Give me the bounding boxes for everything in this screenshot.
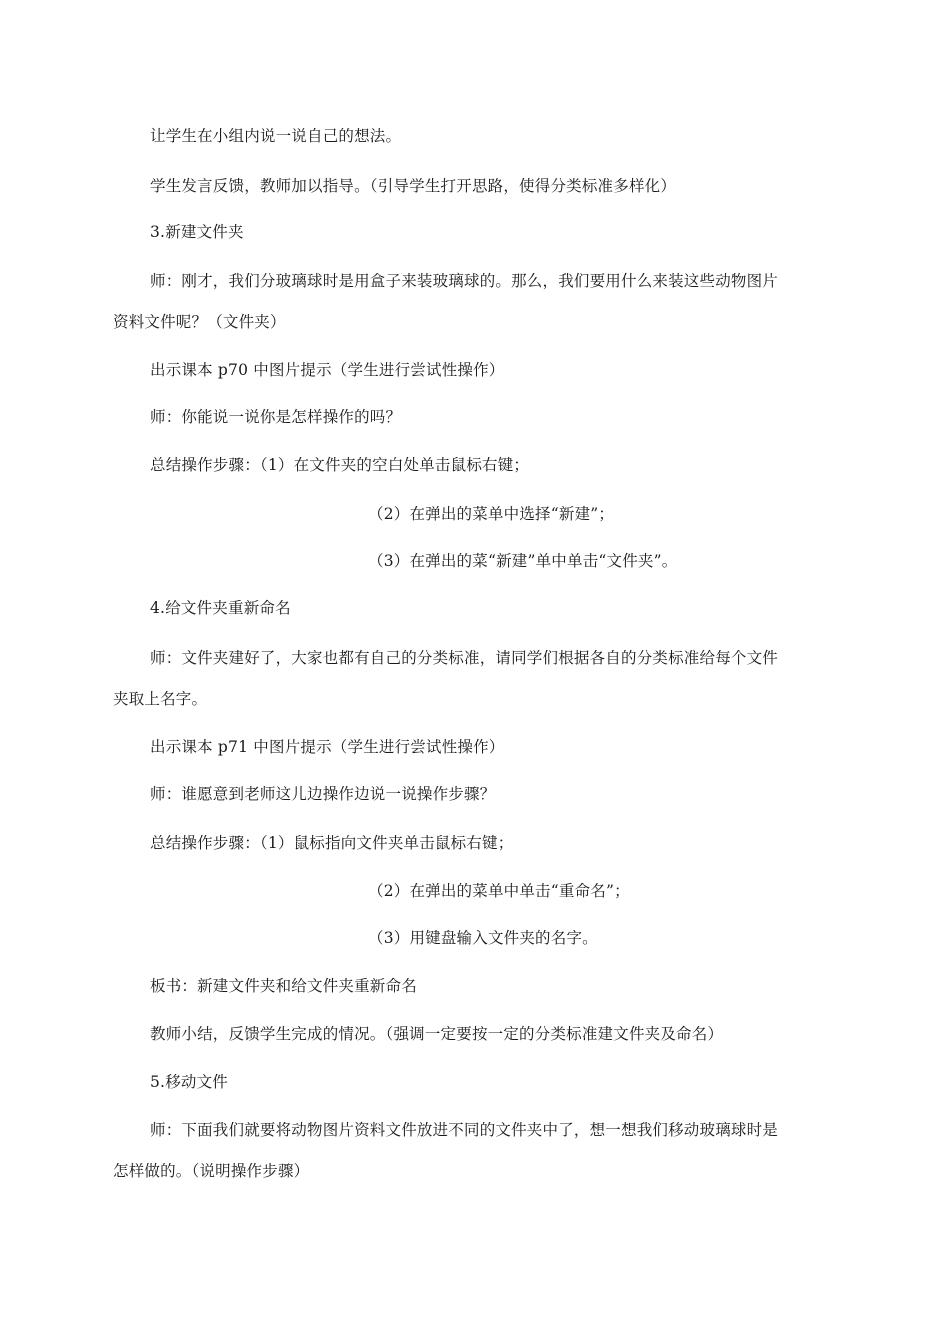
paragraph-blackboard: 板书：新建文件夹和给文件夹重新命名 — [150, 977, 417, 995]
heading-new-folder: 3.新建文件夹 — [150, 223, 244, 241]
steps-new-folder-2: （2）在弹出的菜单中选择“新建”； — [368, 505, 615, 523]
paragraph-textbook-p71: 出示课本 p71 中图片提示（学生进行尝试性操作） — [150, 738, 505, 756]
paragraph-teacher-summary: 教师小结，反馈学生完成的情况。（强调一定要按一定的分类标准建文件夹及命名） — [150, 1025, 724, 1043]
paragraph-move-files-line2: 怎样做的。（说明操作步骤） — [113, 1162, 310, 1180]
steps-new-folder-3: （3）在弹出的菜“新建”单中单击“文件夹”。 — [368, 552, 678, 570]
paragraph-teacher-ask-operation: 师：你能说一说你是怎样操作的吗？ — [150, 408, 402, 426]
heading-move-files: 5.移动文件 — [150, 1073, 228, 1091]
paragraph-student-feedback: 学生发言反馈，教师加以指导。（引导学生打开思路，使得分类标准多样化） — [150, 177, 677, 195]
steps-rename-3: （3）用键盘输入文件夹的名字。 — [368, 929, 598, 947]
paragraph-group-discussion: 让学生在小组内说一说自己的想法。 — [150, 127, 402, 145]
paragraph-textbook-p70: 出示课本 p70 中图片提示（学生进行尝试性操作） — [150, 361, 505, 379]
paragraph-folder-naming-line1: 师：文件夹建好了，大家也都有自己的分类标准，请同学们根据各自的分类标准给每个文件 — [150, 649, 779, 667]
steps-rename-2: （2）在弹出的菜单中单击“重命名”； — [368, 882, 630, 900]
steps-new-folder-1: 总结操作步骤：（1）在文件夹的空白处单击鼠标右键； — [150, 456, 530, 474]
paragraph-move-files-line1: 师：下面我们就要将动物图片资料文件放进不同的文件夹中了，想一想我们移动玻璃球时是 — [150, 1121, 779, 1139]
paragraph-teacher-question-line1: 师：刚才，我们分玻璃球时是用盒子来装玻璃球的。那么，我们要用什么来装这些动物图片 — [150, 272, 779, 290]
heading-rename-folder: 4.给文件夹重新命名 — [150, 599, 291, 617]
steps-rename-1: 总结操作步骤：（1）鼠标指向文件夹单击鼠标右键； — [150, 834, 514, 852]
paragraph-teacher-question-line2: 资料文件呢？（文件夹） — [113, 313, 286, 331]
paragraph-folder-naming-line2: 夹取上名字。 — [113, 690, 208, 708]
paragraph-teacher-invite: 师：谁愿意到老师这儿边操作边说一说操作步骤？ — [150, 785, 496, 803]
